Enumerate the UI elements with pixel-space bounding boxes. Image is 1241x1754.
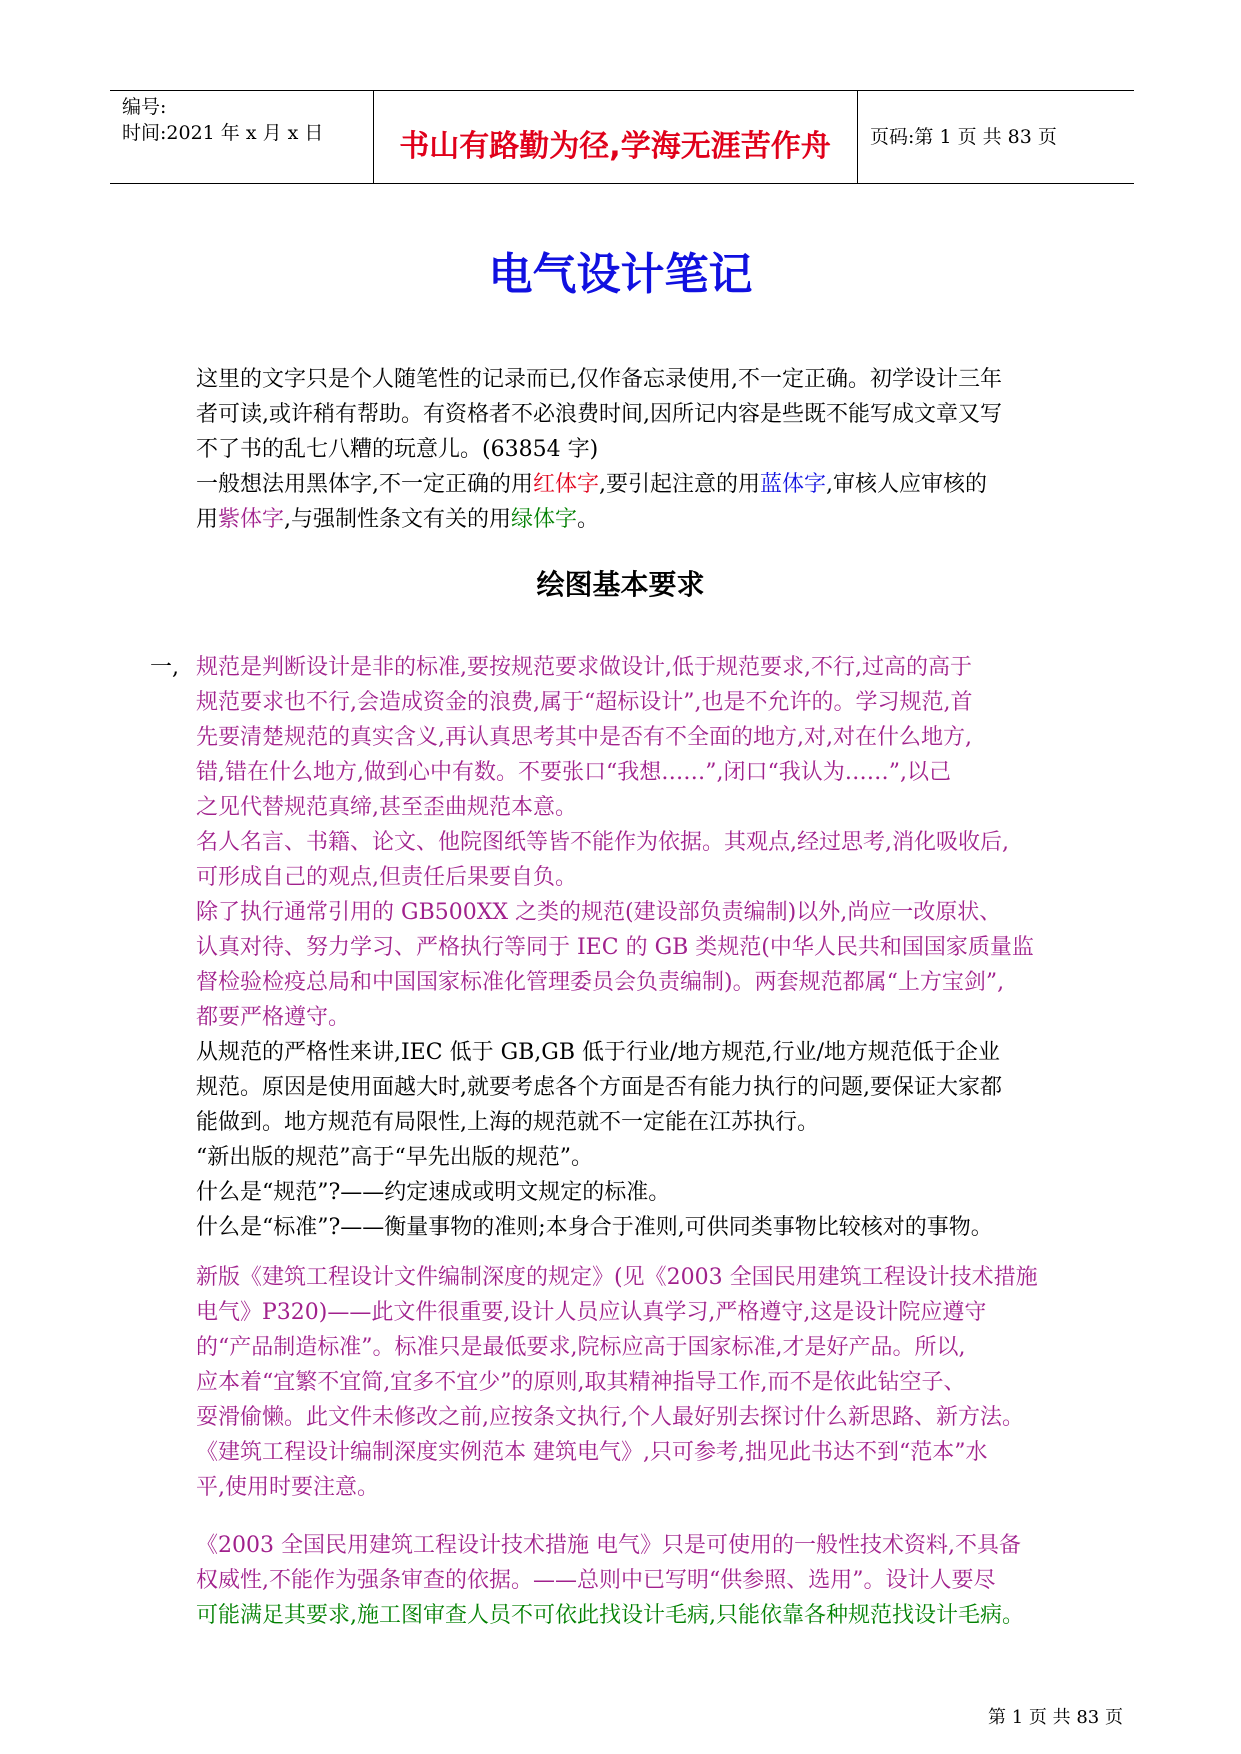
text-line: 名人名言、书籍、论文、他院图纸等皆不能作为依据。其观点,经过思考,消化吸收后,	[196, 830, 1009, 855]
intro-line: 这里的文字只是个人随笔性的记录而已,仅作备忘录使用,不一定正确。初学设计三年	[196, 367, 1002, 392]
text-line: 新版《建筑工程设计文件编制深度的规定》(见《2003 全国民用建筑工程设计技术措施	[196, 1265, 1038, 1290]
legend-text: 。	[577, 507, 600, 532]
text-line: 从规范的严格性来讲,IEC 低于 GB,GB 低于行业/地方规范,行业/地方规范低于企业	[196, 1040, 1000, 1065]
text-line: 先要清楚规范的真实含义,再认真思考其中是否有不全面的地方,对,对在什么地方,	[196, 725, 972, 750]
page-header	[110, 90, 1134, 184]
section-title: 绘图基本要求	[536, 568, 705, 601]
text-line: 什么是“规范”?——约定速成或明文规定的标准。	[196, 1180, 671, 1205]
text-line: 《2003 全国民用建筑工程设计技术措施 电气》只是可使用的一般性技术资料,不具备	[196, 1533, 1021, 1558]
text-line: 规范。原因是使用面越大时,就要考虑各个方面是否有能力执行的问题,要保证大家都	[196, 1075, 1002, 1100]
legend-red-sample: 红体字	[533, 472, 600, 497]
text-line: 电气》P320)——此文件很重要,设计人员应认真学习,严格遵守,这是设计院应遵守	[196, 1300, 987, 1325]
page-footer: 第 1 页 共 83 页	[988, 1707, 1123, 1728]
legend-text: 用	[196, 507, 219, 532]
header-motto: 书山有路勤为径,学海无涯苦作舟	[399, 129, 831, 164]
document-number-label: 编号:	[122, 96, 167, 118]
header-page-label: 页码:第 1 页 共 83 页	[870, 126, 1057, 148]
text-line: 耍滑偷懒。此文件未修改之前,应按条文执行,个人最好别去探讨什么新思路、新方法。	[196, 1405, 1024, 1430]
text-line: 《建筑工程设计编制深度实例范本 建筑电气》,只可参考,拙见此书达不到“范本”水	[196, 1440, 988, 1465]
legend-text: ,与强制性条文有关的用	[284, 507, 512, 532]
legend-blue-sample: 蓝体字	[760, 472, 827, 497]
document-time-label: 时间:2021 年 x 月 x 日	[122, 122, 324, 144]
text-line: 的“产品制造标准”。标准只是最低要求,院标应高于国家标准,才是好产品。所以,	[196, 1335, 966, 1360]
text-line: 除了执行通常引用的 GB500XX 之类的规范(建设部负责编制)以外,尚应一改原状、	[196, 900, 1002, 925]
text-line: 都要严格遵守。	[196, 1005, 351, 1030]
text-line: 什么是“标准”?——衡量事物的准则;本身合于准则,可供同类事物比较核对的事物。	[196, 1215, 993, 1240]
legend-text: ,审核人应审核的	[826, 472, 988, 497]
text-line: 应本着“宜繁不宜简,宜多不宜少”的原则,取其精神指导工作,而不是依此钻空子、	[196, 1370, 966, 1395]
text-line: 权威性,不能作为强条审查的依据。——总则中已写明“供参照、选用”。设计人要尽	[196, 1568, 996, 1593]
text-line: 可能满足其要求,施工图审查人员不可依此找设计毛病,只能依靠各种规范找设计毛病。	[196, 1603, 1024, 1628]
document-title: 电气设计笔记	[488, 249, 753, 300]
text-line: 可形成自己的观点,但责任后果要自负。	[196, 865, 577, 890]
color-legend-line-2	[196, 502, 1136, 537]
text-line: “新出版的规范”高于“早先出版的规范”。	[196, 1145, 593, 1170]
paragraph-standards	[196, 650, 1136, 1035]
intro-line: 不了书的乱七八糟的玩意儿。(63854 字)	[196, 437, 599, 462]
legend-purple-sample: 紫体字	[218, 507, 285, 532]
text-line: 平,使用时要注意。	[196, 1475, 379, 1500]
header-divider-right	[857, 91, 858, 183]
text-line: 能做到。地方规范有局限性,上海的规范就不一定能在江苏执行。	[196, 1110, 819, 1135]
legend-text: 一般想法用黑体字,不一定正确的用	[196, 472, 533, 497]
item-number: 一,	[150, 655, 179, 680]
legend-text: ,要引起注意的用	[599, 472, 761, 497]
paragraph-technical-measures	[196, 1528, 1136, 1633]
text-line: 认真对待、努力学习、严格执行等同于 IEC 的 GB 类规范(中华人民共和国国家质量监	[196, 935, 1034, 960]
intro-line: 者可读,或许稍有帮助。有资格者不必浪费时间,因所记内容是些既不能写成文章又写	[196, 402, 1002, 427]
text-line: 规范要求也不行,会造成资金的浪费,属于“超标设计”,也是不允许的。学习规范,首	[196, 690, 973, 715]
text-line: 之见代替规范真缔,甚至歪曲规范本意。	[196, 795, 577, 820]
paragraph-depth-rules	[196, 1260, 1136, 1505]
text-line: 错,错在什么地方,做到心中有数。不要张口“我想……”,闭口“我认为……”,以己	[196, 760, 951, 785]
intro-paragraph	[196, 362, 1136, 537]
text-line: 规范是判断设计是非的标准,要按规范要求做设计,低于规范要求,不行,过高的高于	[196, 655, 972, 680]
text-line: 督检验检疫总局和中国国家标准化管理委员会负责编制)。两套规范都属“上方宝剑”,	[196, 970, 1005, 995]
legend-green-sample: 绿体字	[511, 507, 578, 532]
color-legend-line-1	[196, 467, 1136, 502]
paragraph-strictness	[196, 1035, 1136, 1245]
